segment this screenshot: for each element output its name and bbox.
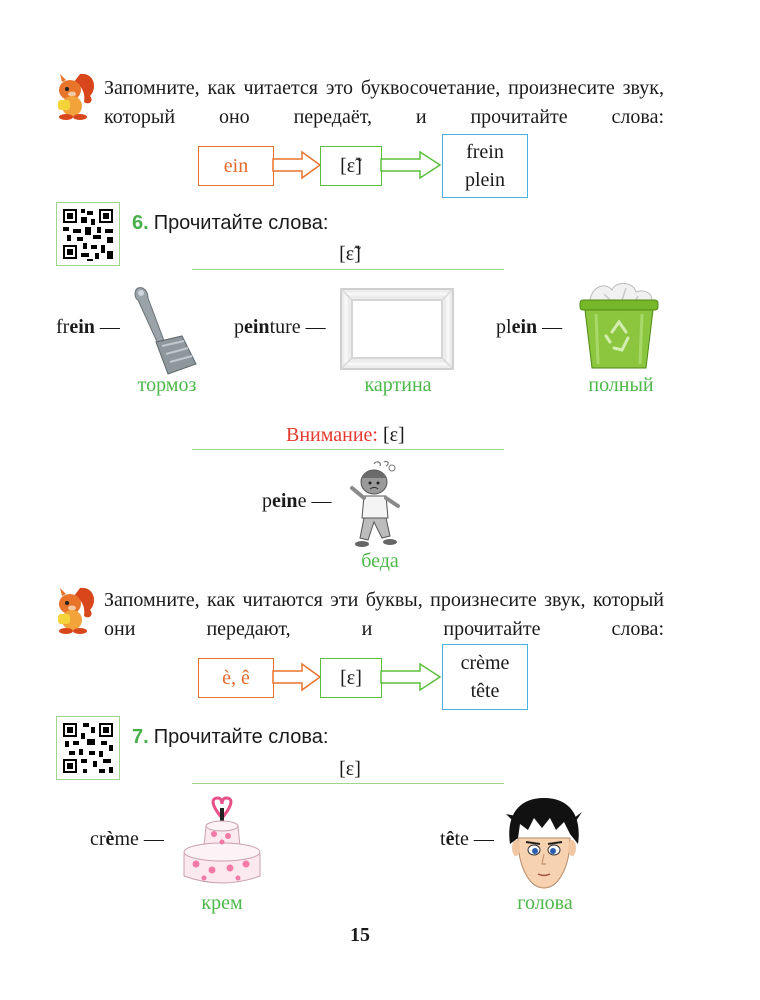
squirrel-mascot-icon [50, 584, 98, 636]
example-word: frein [466, 141, 504, 163]
arrow-right-icon [272, 662, 322, 692]
attention-sound: [ɛ] [382, 424, 405, 446]
exercise-number: 7. [132, 726, 149, 748]
brake-pedal-image [130, 284, 200, 376]
translation-caption: тормоз [137, 374, 197, 396]
picture-frame-image [340, 288, 454, 370]
attention-label: Внимание: [286, 424, 378, 446]
example-words-box [442, 134, 528, 198]
sound-box [320, 146, 382, 186]
exercise-title: Прочитайте слова: [153, 212, 329, 234]
page-number: 15 [350, 924, 370, 946]
exercise-heading [132, 212, 328, 235]
letter-combination-box [198, 146, 274, 186]
attention-note [286, 424, 405, 447]
letter-combination: ein [223, 155, 249, 177]
arrow-right-icon [380, 662, 442, 692]
sound-symbol: [ɛ̃] [340, 155, 362, 177]
example-word: crème [460, 652, 510, 674]
example-word: plein [465, 169, 505, 191]
translation-caption: беда [361, 550, 399, 572]
sound-box [320, 658, 382, 698]
rule-text: Запомните, как читается это буквосочетание, произнесите звук, который оно передаёт, и прочитайте слова: [104, 77, 664, 128]
divider [192, 449, 504, 450]
translation-caption: картина [364, 374, 432, 396]
cake-image [176, 796, 268, 892]
qr-code[interactable] [56, 202, 120, 266]
word-plein: plein — [496, 316, 563, 338]
translation-caption: полный [588, 374, 654, 396]
exercise-heading [132, 726, 328, 749]
word-peinture: peinture — [234, 316, 326, 338]
sound-symbol: [ɛ] [340, 667, 362, 689]
word-frein: frein — [56, 316, 120, 338]
exercise-title: Прочитайте слова: [153, 726, 329, 748]
sound-label: [ɛ̃] [339, 243, 361, 265]
translation-caption: крем [201, 892, 243, 914]
word-peine: peine — [262, 490, 332, 512]
qr-code[interactable] [56, 716, 120, 780]
sad-boy-image [346, 458, 410, 550]
arrow-right-icon [272, 150, 322, 180]
example-word: tête [470, 680, 500, 702]
exercise-number: 6. [132, 212, 149, 234]
letters-box [198, 658, 274, 698]
sound-label: [ɛ] [339, 758, 361, 780]
arrow-right-icon [380, 150, 442, 180]
word-tete: tête — [440, 828, 494, 850]
letters: è, ê [222, 667, 250, 689]
divider [192, 783, 504, 784]
rule-text: Запомните, как читаются эти буквы, произнесите звук, который они передают, и прочитайте слова: [104, 589, 664, 640]
full-trash-bin-image [576, 280, 662, 372]
example-words-box [442, 644, 528, 710]
squirrel-mascot-icon [50, 70, 98, 122]
boy-head-image [504, 794, 584, 892]
translation-caption: голова [517, 892, 573, 914]
divider [192, 269, 504, 270]
word-creme: crème — [90, 828, 164, 850]
